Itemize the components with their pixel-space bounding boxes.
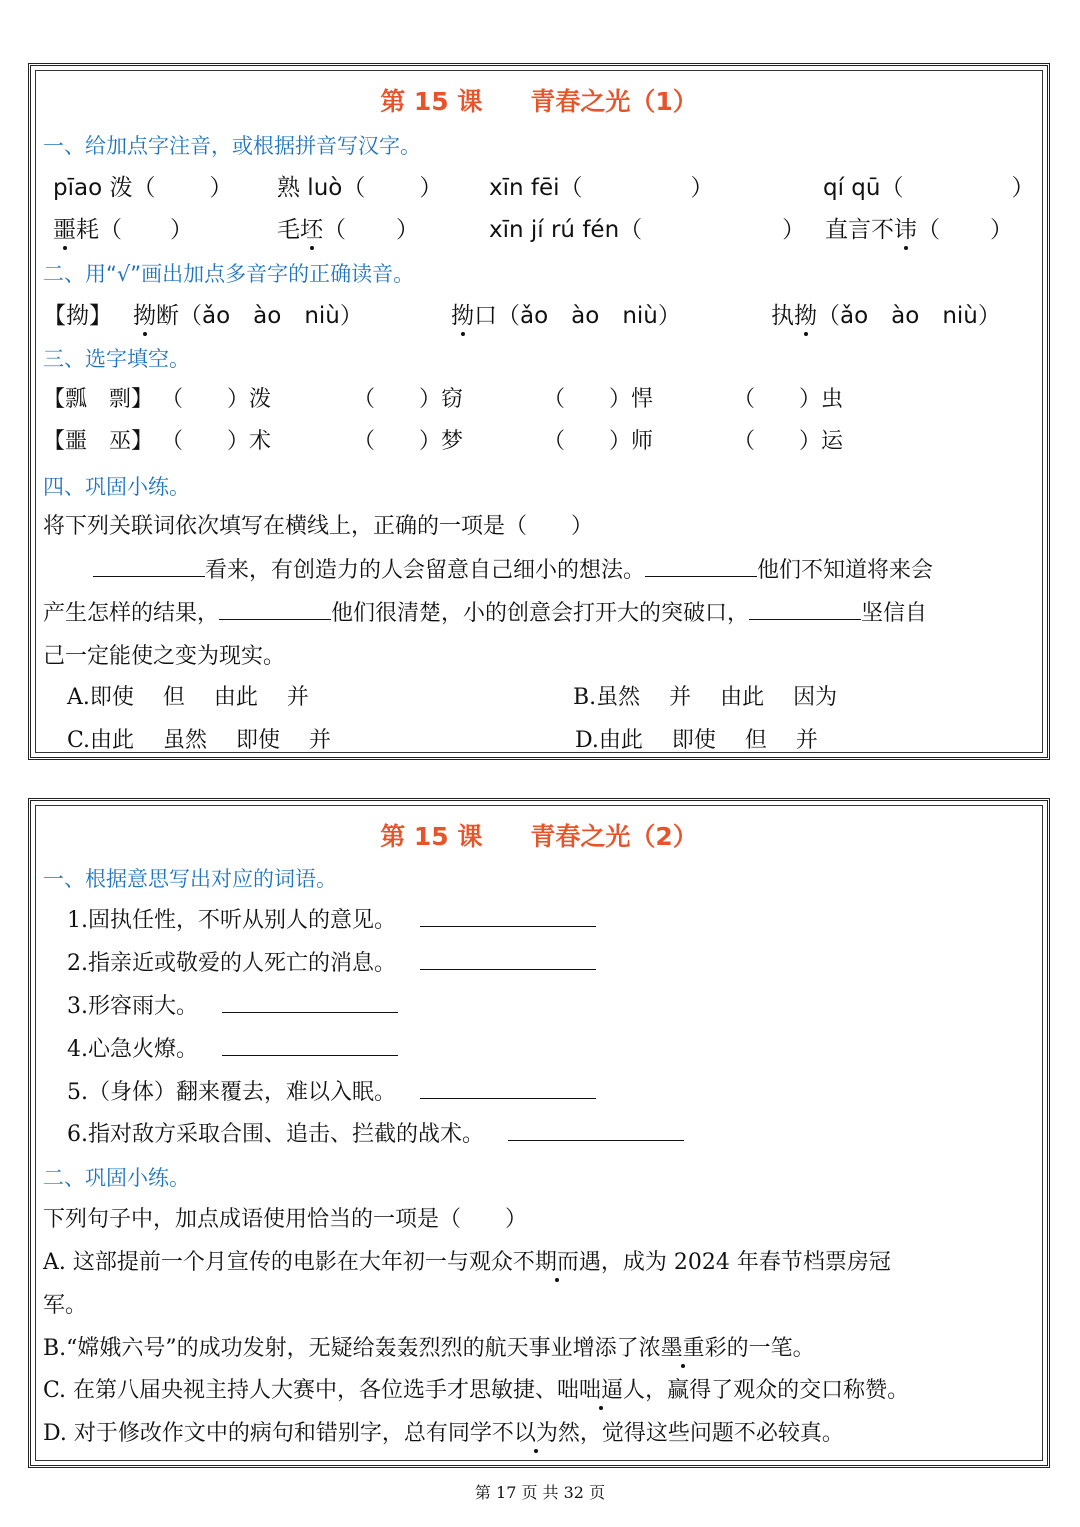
answer-option: B.“嫦娥六号”的成功发射，无疑给轰轰烈烈的航天事业增添了浓墨重彩的一笔。 <box>43 1331 815 1362</box>
choice-item: （ ）师 <box>543 429 654 454</box>
section-heading: 三、选字填空。 <box>43 347 190 371</box>
section-heading: 四、巩固小练。 <box>43 475 190 499</box>
card-title: 第 15 课 青春之光（1） <box>380 87 698 116</box>
section-heading: 一、根据意思写出对应的词语。 <box>43 867 337 891</box>
pinyin-item: 直言不讳（ ） <box>825 211 1013 244</box>
pinyin-item: xīn jí rú fén（ ） <box>489 217 806 243</box>
choice-item: （ ）虫 <box>733 387 844 412</box>
definition-item: 3.形容雨大。 <box>67 989 398 1020</box>
answer-option: C.由此 虽然 即使 并 <box>67 728 332 753</box>
passage-line: 看来，有创造力的人会留意自己细小的想法。 他们不知道将来会 <box>93 553 933 584</box>
answer-option: D. 对于修改作文中的病句和错别字，总有同学不以为然，觉得这些问题不必较真。 <box>43 1416 844 1447</box>
section-heading: 二、巩固小练。 <box>43 1166 190 1190</box>
answer-option: B.虽然 并 由此 因为 <box>573 685 838 710</box>
pinyin-item: 毛坯（ ） <box>277 211 419 244</box>
definition-item: 4.心急火燎。 <box>67 1032 398 1063</box>
choice-label: 【噩 巫】 <box>43 429 154 454</box>
polyphone-label: 【拗】 <box>43 303 112 329</box>
answer-option: A. 这部提前一个月宣传的电影在大年初一与观众不期而遇，成为 2024 年春节档票房冠 <box>43 1245 891 1276</box>
card-title: 第 15 课 青春之光（2） <box>380 822 698 851</box>
choice-item: （ ）梦 <box>353 429 464 454</box>
passage-line: 产生怎样的结果， 他们很清楚，小的创意会打开大的突破口， 坚信自 <box>43 601 928 626</box>
definition-item: 5.（身体）翻来覆去，难以入眠。 <box>67 1075 596 1106</box>
pinyin-item: pīao 泼（ ） <box>53 175 233 201</box>
definition-item: 6.指对敌方采取合围、追击、拦截的战术。 <box>67 1117 684 1148</box>
passage-line: 己一定能使之变为现实。 <box>43 644 286 669</box>
question-text: 下列句子中，加点成语使用恰当的一项是（ ） <box>43 1207 528 1232</box>
section-heading: 一、给加点字注音，或根据拼音写汉字。 <box>43 134 421 158</box>
pinyin-item: 熟 luò（ ） <box>277 175 443 201</box>
pinyin-item: xīn fēi（ ） <box>489 175 714 201</box>
worksheet-card-1 <box>28 63 1050 760</box>
polyphone-item: 拗断（ǎo ào niù） <box>133 297 363 330</box>
worksheet-card-2 <box>28 798 1050 1468</box>
choice-item: （ ）窃 <box>353 387 464 412</box>
pinyin-item: qí qū（ ） <box>823 175 1035 201</box>
choice-label: 【瓢 剽】 <box>43 387 154 412</box>
polyphone-item: 拗口（ǎo ào niù） <box>451 297 681 330</box>
answer-option-cont: 军。 <box>43 1293 88 1318</box>
choice-item: （ ）悍 <box>543 387 654 412</box>
answer-option: A.即使 但 由此 并 <box>67 685 309 710</box>
answer-option: D.由此 即使 但 并 <box>575 728 818 753</box>
definition-item: 2.指亲近或敬爱的人死亡的消息。 <box>67 946 596 977</box>
page-footer: 第 17 页 共 32 页 <box>474 1483 606 1502</box>
choice-item: （ ）泼 <box>161 387 272 412</box>
choice-item: （ ）术 <box>161 429 272 454</box>
section-heading: 二、用“√”画出加点多音字的正确读音。 <box>43 262 415 286</box>
question-text: 将下列关联词依次填写在横线上，正确的一项是（ ） <box>43 514 594 539</box>
answer-option: C. 在第八届央视主持人大赛中，各位选手才思敏捷、咄咄逼人，赢得了观众的交口称赞。 <box>43 1373 909 1404</box>
pinyin-item: 噩耗（ ） <box>53 211 193 244</box>
polyphone-item: 执拗（ǎo ào niù） <box>771 297 1001 330</box>
choice-item: （ ）运 <box>733 429 844 454</box>
definition-item: 1.固执任性，不听从别人的意见。 <box>67 903 596 934</box>
